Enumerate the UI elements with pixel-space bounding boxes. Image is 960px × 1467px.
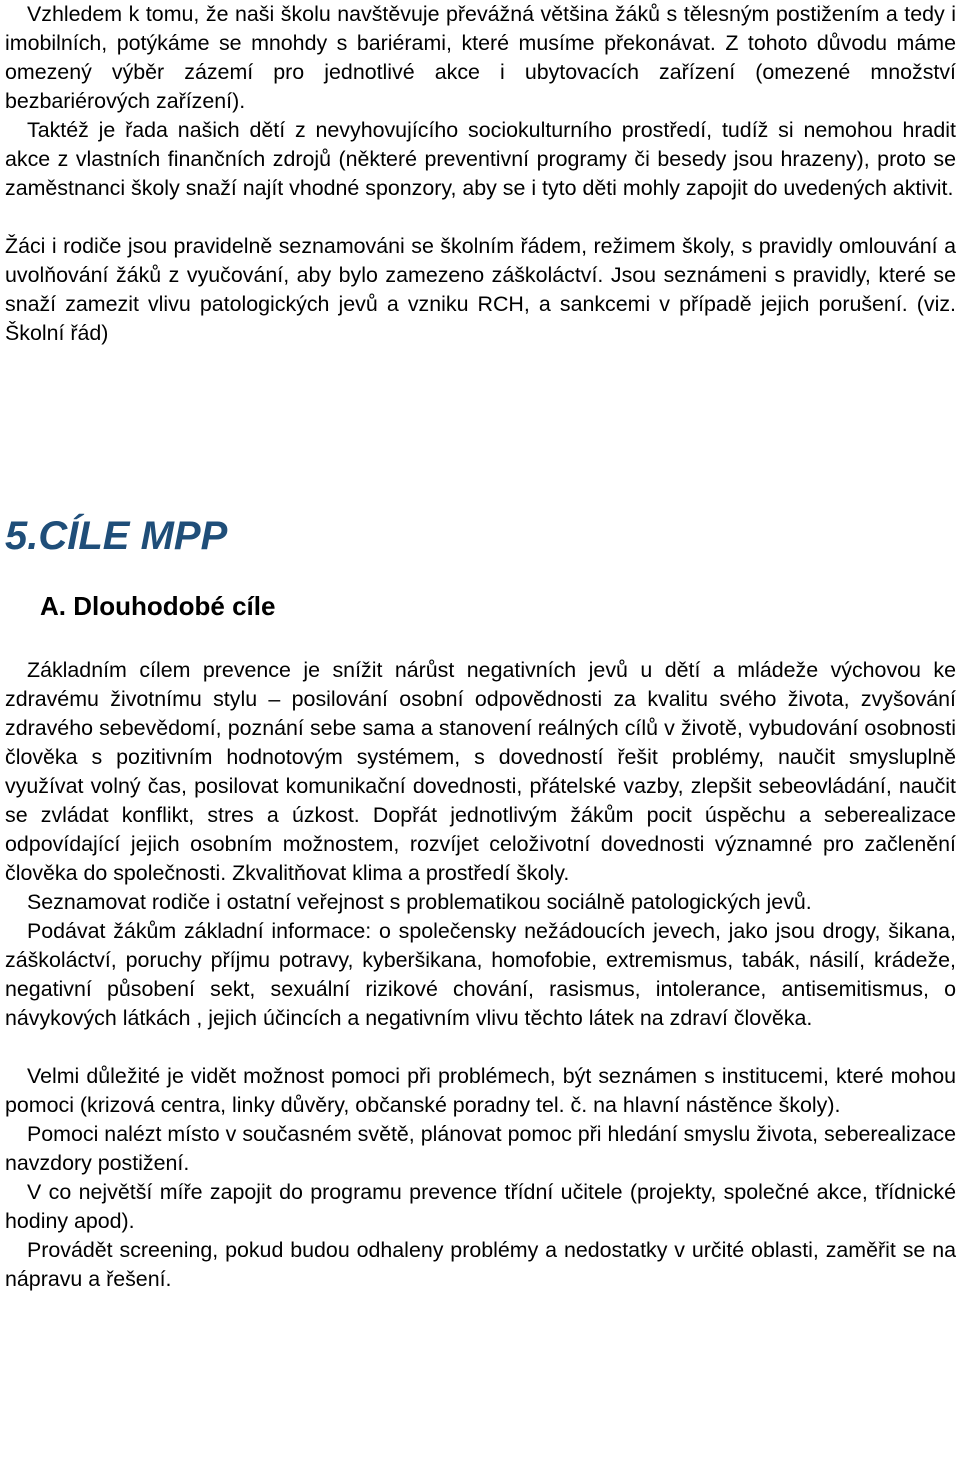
section-heading: 5.CÍLE MPP bbox=[5, 514, 228, 558]
document-page bbox=[5, 0, 956, 1294]
spacer bbox=[5, 1033, 956, 1062]
paragraph-information: Podávat žákům základní informace: o společensky nežádoucích jevech, jako jsou drogy, šikana, záškoláctví, poruchy příjmu potravy, kyberšikana, homofobie, extremismus, tabák, násilí, krádeže, negativní působení sekt, sexuální rizikové chování, rasismus, intolerance, antisemitismus, o návykových látkách , jejich účincích a negativním vlivu těchto látek na zdraví člověka. bbox=[5, 919, 956, 1030]
paragraph-place-in-world: Pomoci nalézt místo v současném světě, plánovat pomoc při hledání smyslu života, seberealizace navzdory postižení. bbox=[5, 1122, 956, 1175]
spacer bbox=[5, 348, 956, 512]
spacer bbox=[5, 203, 956, 232]
paragraph-teachers: V co největší míře zapojit do programu prevence třídní učitele (projekty, společné akce, třídnické hodiny apod). bbox=[5, 1180, 956, 1233]
spacer bbox=[5, 560, 956, 590]
paragraph-parents: Seznamovat rodiče i ostatní veřejnost s problematikou sociálně patologických jevů. bbox=[27, 890, 812, 914]
paragraph-main-goal: Základním cílem prevence je snížit nárůst negativních jevů u dětí a mládeže výchovou ke zdravému životnímu stylu – posilování osobní odpovědnosti za kvalitu svého života, zvyšování zdravého sebevědomí, poznání sebe sama a stanovení reálných cílů v životě, vybudování osobnosti člověka s pozitivním hodnotovým systémem, s dovedností řešit problémy, naučit smysluplně využívat volný čas, posilovat komunikační dovednosti, přátelské vazby, zlepšit sebeovládání, naučit se zvládat konflikt, stres a úzkost. Dopřát jednotlivým žákům pocit úspěchu a seberealizace odpovídající jejich osobním možnostem, rozvíjet celoživotní dovednosti významné pro začlenění člověka do společnosti. Zkvalitňovat klima a prostředí školy. bbox=[5, 658, 956, 885]
paragraph-barriers: Vzhledem k tomu, že naši školu navštěvuje převážná většina žáků s tělesným postižením a tedy i imobilních, potýkáme se mnohdy s bariérami, které musíme překonávat. Z tohoto důvodu máme omezený výběr zázemí pro jednotlivé akce i ubytovacích zařízení (omezené množství bezbariérových zařízení). bbox=[5, 2, 956, 113]
paragraph-sociocultural: Taktéž je řada našich dětí z nevyhovujícího sociokulturního prostředí, tudíž si nemohou hradit akce z vlastních finančních zdrojů (některé preventivní programy či besedy jsou hrazeny), proto se zaměstnanci školy snaží najít vhodné sponzory, aby se i tyto děti mohly zapojit do uvedených aktivit. bbox=[5, 118, 956, 200]
spacer bbox=[5, 622, 956, 656]
paragraph-help: Velmi důležité je vidět možnost pomoci při problémech, být seznámen s institucemi, které mohou pomoci (krizová centra, linky důvěry, občanské poradny tel. č. na hlavní nástěnce školy). bbox=[5, 1064, 956, 1117]
paragraph-school-rules: Žáci i rodiče jsou pravidelně seznamováni se školním řádem, režimem školy, s pravidly omlouvání a uvolňování žáků z vyučování, aby bylo zamezeno záškoláctví. Jsou seznámeni s pravidly, které se snaží zamezit vlivu patologických jevů a vzniku RCH, a sankcemi v případě jejich porušení. (viz. Školní řád) bbox=[5, 234, 956, 345]
section-subheading: A. Dlouhodobé cíle bbox=[40, 591, 276, 621]
paragraph-screening: Provádět screening, pokud budou odhaleny problémy a nedostatky v určité oblasti, zaměřit se na nápravu a řešení. bbox=[5, 1238, 956, 1291]
